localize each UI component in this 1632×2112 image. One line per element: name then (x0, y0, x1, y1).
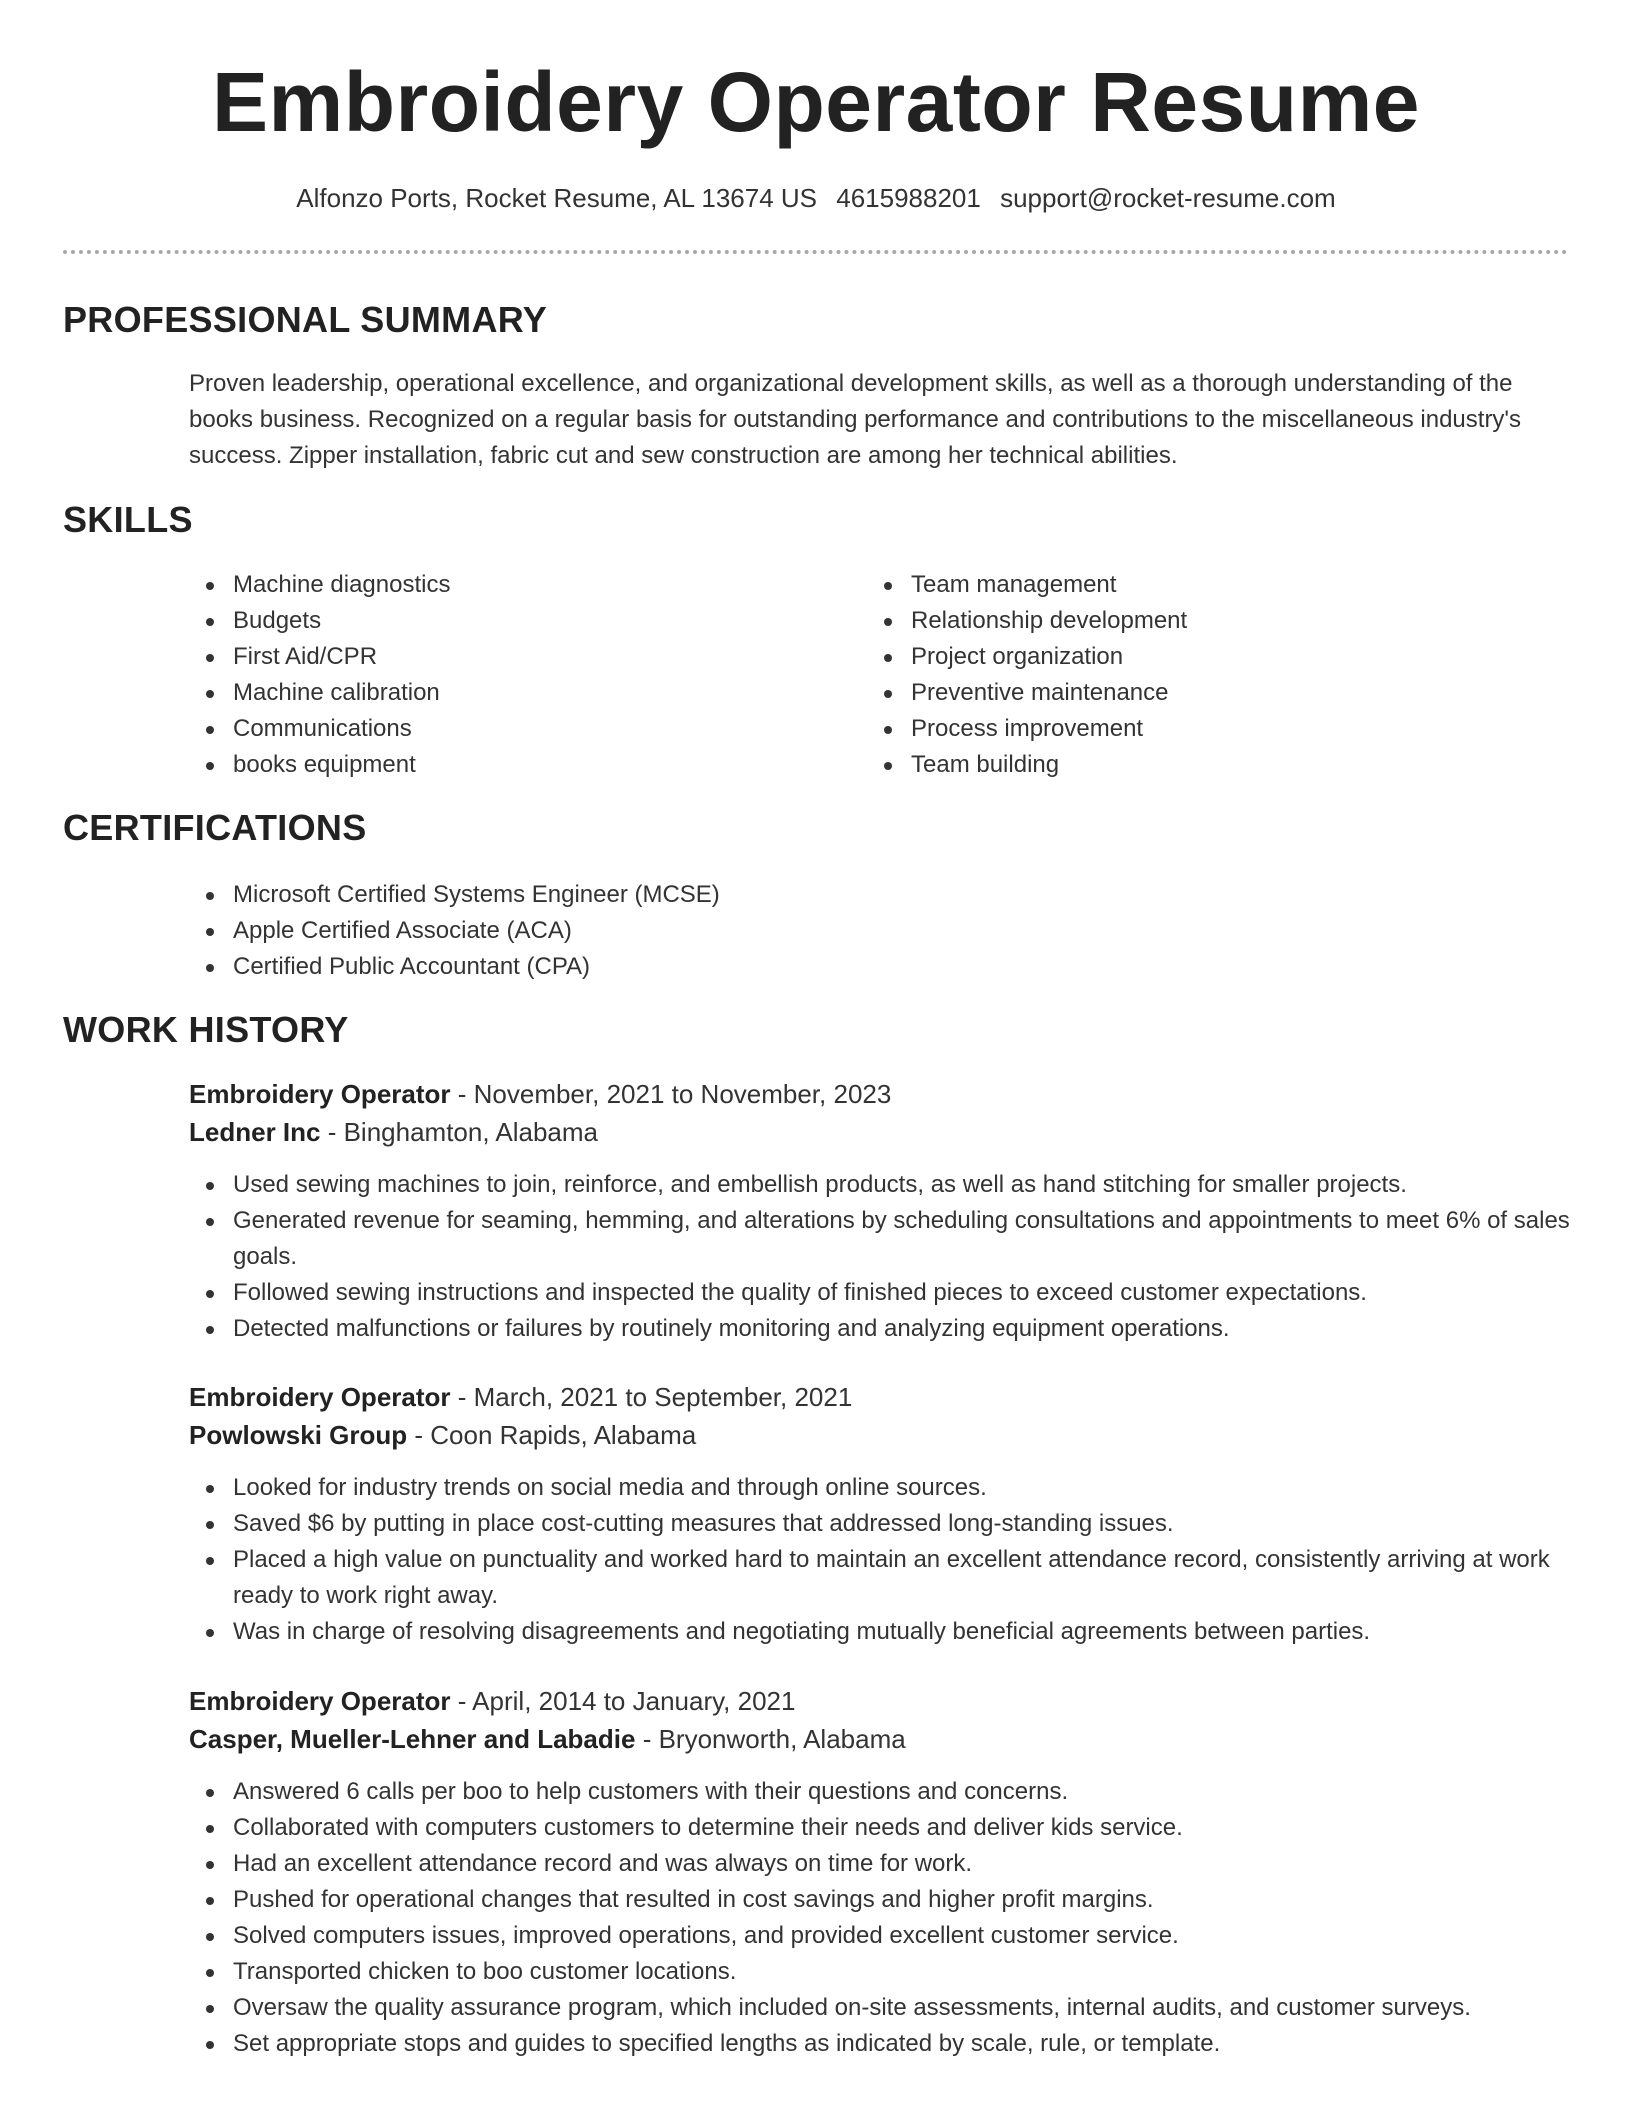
job-company-line (189, 1416, 1579, 1454)
skill-item: Preventive maintenance (867, 675, 1507, 711)
job-duties-list (189, 1774, 1579, 2062)
job-title: Embroidery Operator (189, 1079, 451, 1109)
skill-item: Communications (189, 711, 829, 747)
job-duties-list (189, 1167, 1579, 1347)
job-location: - Coon Rapids, Alabama (407, 1420, 697, 1450)
contact-email: support@rocket-resume.com (1000, 183, 1336, 213)
job-company-line (189, 1113, 1579, 1151)
job-duty: Detected malfunctions or failures by routinely monitoring and analyzing equipment operations. (189, 1311, 1579, 1347)
job-duty: Collaborated with computers customers to determine their needs and deliver kids service. (189, 1810, 1579, 1846)
job-location: - Bryonworth, Alabama (635, 1724, 906, 1754)
job-company: Ledner Inc (189, 1117, 321, 1147)
job-dates: - April, 2014 to January, 2021 (450, 1686, 796, 1716)
contact-phone: 4615988201 (836, 183, 981, 213)
job-duty: Placed a high value on punctuality and worked hard to maintain an excellent attendance record, consistently arriving at work ready to work right away. (189, 1542, 1579, 1614)
job-duties-list (189, 1470, 1579, 1650)
job-duty: Used sewing machines to join, reinforce, and embellish products, as well as hand stitching for smaller projects. (189, 1167, 1579, 1203)
skill-item: Relationship development (867, 603, 1507, 639)
job-duty: Oversaw the quality assurance program, which included on-site assessments, internal audits, and customer surveys. (189, 1990, 1579, 2026)
header-divider (63, 250, 1568, 254)
job-duty: Set appropriate stops and guides to specified lengths as indicated by scale, rule, or template. (189, 2026, 1579, 2062)
job-dates: - March, 2021 to September, 2021 (450, 1382, 853, 1412)
summary-heading: PROFESSIONAL SUMMARY (63, 299, 548, 340)
job-location: - Binghamton, Alabama (320, 1117, 598, 1147)
job-duty: Saved $6 by putting in place cost-cutting measures that addressed long-standing issues. (189, 1506, 1579, 1542)
job-entry (189, 1075, 1579, 1347)
skill-item: Team building (867, 747, 1507, 783)
certification-item: Certified Public Accountant (CPA) (189, 949, 1389, 985)
skill-item: books equipment (189, 747, 829, 783)
skill-item: Process improvement (867, 711, 1507, 747)
skills-heading: SKILLS (63, 499, 193, 540)
job-duty: Pushed for operational changes that resulted in cost savings and higher profit margins. (189, 1882, 1579, 1918)
contact-line (0, 180, 1632, 216)
job-dates: - November, 2021 to November, 2023 (450, 1079, 892, 1109)
job-duty: Followed sewing instructions and inspected the quality of finished pieces to exceed customer expectations. (189, 1275, 1579, 1311)
job-duty: Generated revenue for seaming, hemming, and alterations by scheduling consultations and appointments to meet 6% of sales goals. (189, 1203, 1579, 1275)
skill-item: Team management (867, 567, 1507, 603)
job-entry (189, 1378, 1579, 1650)
job-company-line (189, 1720, 1579, 1758)
job-duty: Solved computers issues, improved operations, and provided excellent customer service. (189, 1918, 1579, 1954)
job-duty: Looked for industry trends on social media and through online sources. (189, 1470, 1579, 1506)
skills-list-left (189, 567, 829, 783)
job-duty: Was in charge of resolving disagreements and negotiating mutually beneficial agreements between parties. (189, 1614, 1579, 1650)
skills-list-right (867, 567, 1507, 783)
job-company: Casper, Mueller-Lehner and Labadie (189, 1724, 636, 1754)
job-duty: Had an excellent attendance record and was always on time for work. (189, 1846, 1579, 1882)
job-duty: Answered 6 calls per boo to help customers with their questions and concerns. (189, 1774, 1579, 1810)
resume-title: Embroidery Operator Resume (211, 55, 1421, 149)
certification-item: Apple Certified Associate (ACA) (189, 913, 1389, 949)
skill-item: Machine calibration (189, 675, 829, 711)
job-duty: Transported chicken to boo customer locations. (189, 1954, 1579, 1990)
skill-item: Budgets (189, 603, 829, 639)
job-title: Embroidery Operator (189, 1686, 451, 1716)
job-title-line (189, 1075, 1579, 1113)
summary-text: Proven leadership, operational excellence, and organizational development skills, as well as a thorough understanding of the books business. Recognized on a regular basis for outstanding performance and contributions to the miscellaneous industry's success. Zipper installation, fabric cut and sew construction are among her technical abilities. (189, 370, 1522, 469)
job-entry (189, 1682, 1579, 2062)
job-company: Powlowski Group (189, 1420, 408, 1450)
certifications-list (189, 877, 1389, 985)
work-history-heading: WORK HISTORY (63, 1009, 349, 1050)
skill-item: Machine diagnostics (189, 567, 829, 603)
contact-address: Alfonzo Ports, Rocket Resume, AL 13674 US (296, 183, 818, 213)
skill-item: Project organization (867, 639, 1507, 675)
skill-item: First Aid/CPR (189, 639, 829, 675)
job-title-line (189, 1378, 1579, 1416)
job-title: Embroidery Operator (189, 1382, 451, 1412)
certifications-heading: CERTIFICATIONS (63, 807, 367, 848)
job-title-line (189, 1682, 1579, 1720)
certification-item: Microsoft Certified Systems Engineer (MCSE) (189, 877, 1389, 913)
